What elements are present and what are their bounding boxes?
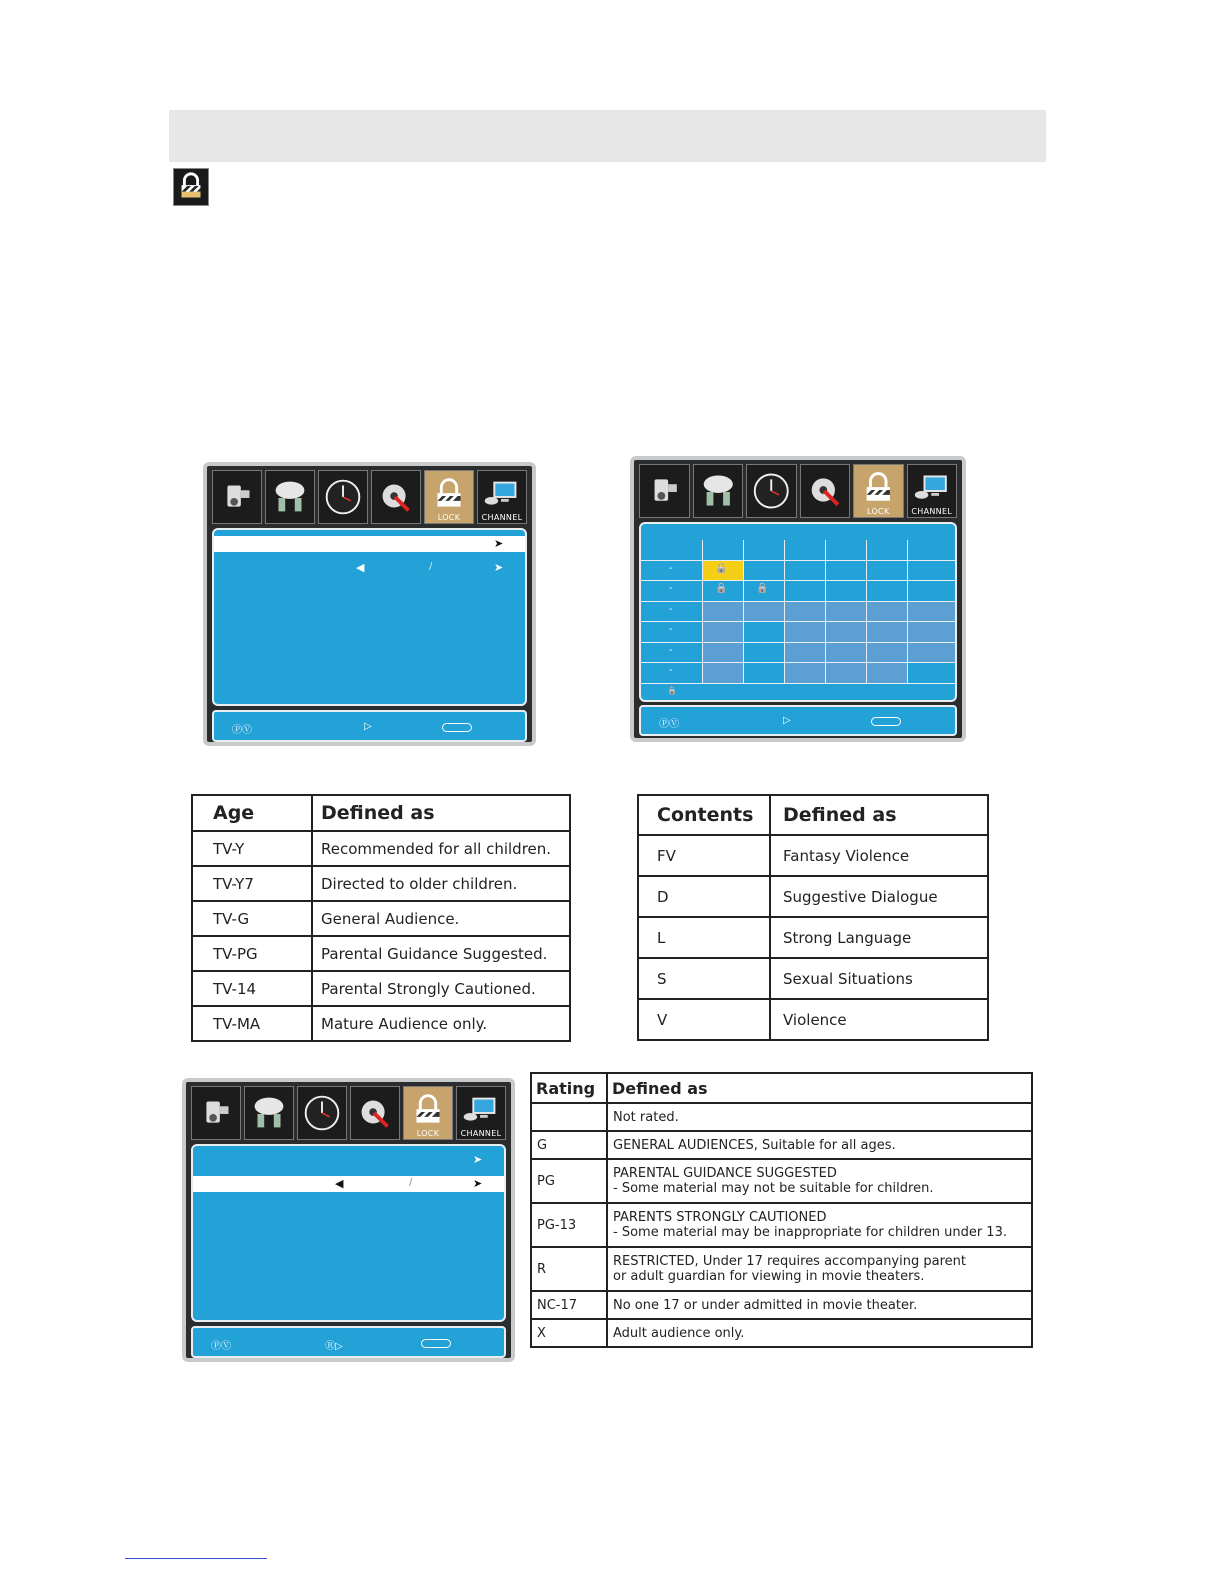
rating-grid-cell[interactable] (785, 581, 826, 602)
rating-code: TV-Y7 (192, 866, 312, 901)
menu-tab-row (639, 464, 957, 518)
sound-tab[interactable] (265, 470, 315, 524)
tv-rating-grid-panel (639, 522, 957, 702)
channel-tab[interactable] (477, 470, 527, 524)
channel-tab-label: CHANNEL (911, 507, 953, 516)
table-row (192, 936, 570, 971)
lock-tab-label: LOCK (437, 513, 461, 522)
rating-definition: General Audience. (312, 901, 570, 936)
rating-grid-cell[interactable] (785, 663, 826, 684)
rating-grid-cell[interactable] (703, 540, 744, 561)
rating-definition: Adult audience only. (607, 1319, 1032, 1347)
footer-rule (125, 1558, 267, 1559)
lock-icon: 🔒 (715, 583, 728, 594)
rating-grid-cell[interactable] (867, 602, 908, 623)
table-row (638, 958, 988, 999)
rating-code: S (638, 958, 770, 999)
rating-grid-cell[interactable] (908, 663, 956, 684)
mpaa-rating-table (530, 1072, 1033, 1348)
rating-code: L (638, 917, 770, 958)
tv-menu-screen-1 (203, 462, 536, 746)
rating-grid-cell[interactable] (703, 561, 744, 582)
rating-code: TV-MA (192, 1006, 312, 1041)
enter-nav-icon: ▷ (364, 721, 372, 732)
rating-grid-cell[interactable] (641, 540, 703, 561)
rating-grid-cell[interactable] (785, 602, 826, 623)
setup-tab[interactable] (800, 464, 851, 518)
left-right-nav-icon: Ⓡ▷ (325, 1341, 343, 1352)
rating-grid-cell[interactable] (826, 581, 867, 602)
rating-grid-cell[interactable] (744, 540, 785, 561)
rating-grid-cell[interactable] (908, 643, 956, 664)
channel-tab[interactable] (456, 1086, 506, 1140)
menu-key-icon (442, 723, 472, 732)
table-row (192, 971, 570, 1006)
time-tab[interactable] (297, 1086, 347, 1140)
setup-tab[interactable] (371, 470, 421, 524)
table-row (638, 917, 988, 958)
table-row (531, 1159, 1032, 1203)
tv-contents-rating-table (637, 794, 989, 1041)
rating-code: X (531, 1319, 607, 1347)
rating-grid-cell[interactable] (703, 643, 744, 664)
rating-code (531, 1103, 607, 1131)
rating-grid-cell[interactable] (867, 622, 908, 643)
rating-code: TV-14 (192, 971, 312, 1006)
rating-grid-cell[interactable] (785, 561, 826, 582)
up-down-nav-icon: ⓅⓋ (232, 725, 252, 736)
row-dash: - (669, 562, 673, 574)
contents-table-header-contents: Contents (638, 795, 770, 835)
rating-code: TV-PG (192, 936, 312, 971)
rating-definition: Recommended for all children. (312, 831, 570, 866)
value-separator: / (409, 1177, 413, 1188)
menu-key-icon (871, 717, 901, 726)
lock-tab[interactable] (853, 464, 904, 518)
row-dash: - (669, 644, 673, 656)
row-dash: - (669, 665, 673, 676)
row-dash: - (669, 624, 673, 635)
rating-definition: GENERAL AUDIENCES, Suitable for all ages. (607, 1131, 1032, 1159)
rating-definition: Mature Audience only. (312, 1006, 570, 1041)
table-row (531, 1131, 1032, 1159)
rating-grid-cell[interactable] (641, 663, 703, 684)
menu-key-icon (421, 1339, 451, 1348)
lock-tab-label: LOCK (416, 1129, 440, 1138)
table-row (531, 1291, 1032, 1319)
picture-tab[interactable] (639, 464, 690, 518)
tv-age-rating-table (191, 794, 571, 1042)
age-table-header-age: Age (192, 795, 312, 831)
value-separator: / (429, 561, 433, 572)
enter-nav-icon: ▷ (783, 715, 791, 726)
rating-grid-cell[interactable] (867, 561, 908, 582)
mpaa-table-header-rating: Rating (531, 1073, 607, 1103)
rating-code: G (531, 1131, 607, 1159)
picture-tab[interactable] (212, 470, 262, 524)
rating-grid-cell[interactable] (703, 602, 744, 623)
up-down-nav-icon: ⓅⓋ (211, 1341, 231, 1352)
rating-grid-cell[interactable] (744, 663, 785, 684)
lock-legend-icon: 🔒 (667, 686, 677, 695)
section-header-bar (169, 110, 1046, 162)
rating-grid-cell[interactable] (826, 540, 867, 561)
rating-grid-cell[interactable] (744, 581, 785, 602)
lock-icon: 🔒 (756, 583, 769, 594)
table-row (638, 999, 988, 1040)
rating-definition: Directed to older children. (312, 866, 570, 901)
table-row (192, 866, 570, 901)
rating-code: PG (531, 1159, 607, 1203)
rating-grid-cell[interactable] (785, 622, 826, 643)
table-row (638, 835, 988, 876)
rating-grid-cell[interactable] (785, 540, 826, 561)
rating-grid-cell[interactable] (826, 602, 867, 623)
menu-row-selected[interactable] (193, 1176, 504, 1192)
menu-enter-arrow[interactable]: ➤ (473, 1153, 483, 1166)
rating-code: TV-Y (192, 831, 312, 866)
help-bar (191, 1326, 506, 1358)
menu-row-selected[interactable] (214, 536, 525, 552)
table-row (192, 1006, 570, 1041)
rating-definition: No one 17 or under admitted in movie theater. (607, 1291, 1032, 1319)
rating-definition: Violence (770, 999, 988, 1040)
tv-menu-screen-2 (630, 456, 966, 742)
rating-code: NC-17 (531, 1291, 607, 1319)
rating-grid-cell[interactable] (867, 540, 908, 561)
rating-grid-cell[interactable] (826, 643, 867, 664)
rating-definition: Parental Guidance Suggested. (312, 936, 570, 971)
rating-grid-cell[interactable] (703, 663, 744, 684)
table-row (531, 1203, 1032, 1247)
table-row (531, 1103, 1032, 1131)
setup-tab[interactable] (350, 1086, 400, 1140)
table-row (638, 876, 988, 917)
picture-tab[interactable] (191, 1086, 241, 1140)
rating-grid-cell[interactable] (703, 622, 744, 643)
menu-enter-arrow: ➤ (494, 537, 504, 550)
time-tab[interactable] (318, 470, 368, 524)
rating-grid-cell[interactable] (641, 643, 703, 664)
sound-tab[interactable] (693, 464, 744, 518)
rating-definition: Strong Language (770, 917, 988, 958)
help-bar (639, 705, 957, 736)
table-row (531, 1247, 1032, 1291)
rating-definition: Parental Strongly Cautioned. (312, 971, 570, 1006)
time-tab[interactable] (746, 464, 797, 518)
rating-grid-cell[interactable] (744, 622, 785, 643)
rating-grid-cell[interactable] (908, 622, 956, 643)
rating-grid-cell[interactable] (744, 561, 785, 582)
rating-code: V (638, 999, 770, 1040)
rating-definition: Not rated. (607, 1103, 1032, 1131)
lock-menu-panel (191, 1144, 506, 1322)
lock-icon (173, 168, 209, 206)
rating-grid-cell[interactable] (826, 663, 867, 684)
help-bar (212, 710, 527, 742)
rating-grid-cell[interactable] (908, 561, 956, 582)
right-arrow-icon[interactable]: ➤ (473, 1177, 483, 1190)
left-arrow-icon[interactable]: ◀ (356, 561, 365, 574)
tv-menu-screen-3 (182, 1078, 515, 1362)
rating-definition: Fantasy Violence (770, 835, 988, 876)
lock-icon: 🔒 (715, 562, 728, 574)
rating-definition: Sexual Situations (770, 958, 988, 999)
rating-grid-cell[interactable] (908, 602, 956, 623)
table-row (531, 1319, 1032, 1347)
right-arrow-icon[interactable]: ➤ (494, 561, 504, 574)
lock-tab[interactable] (424, 470, 474, 524)
rating-code: R (531, 1247, 607, 1291)
lock-tab[interactable] (403, 1086, 453, 1140)
rating-grid-cell[interactable] (785, 643, 826, 664)
rating-grid-cell[interactable] (867, 663, 908, 684)
menu-tab-row (191, 1086, 506, 1140)
rating-definition: PARENTAL GUIDANCE SUGGESTED - Some material may not be suitable for children. (607, 1159, 1032, 1203)
rating-grid-cell[interactable] (744, 643, 785, 664)
rating-grid-cell[interactable] (641, 602, 703, 623)
mpaa-table-header-defined: Defined as (607, 1073, 1032, 1103)
row-dash: - (669, 583, 673, 594)
rating-grid-cell[interactable] (867, 643, 908, 664)
rating-grid-cell[interactable] (641, 581, 703, 602)
rating-code: FV (638, 835, 770, 876)
channel-tab[interactable] (907, 464, 958, 518)
rating-grid-cell[interactable] (908, 581, 956, 602)
rating-definition: PARENTS STRONGLY CAUTIONED - Some material may be inappropriate for children under 13. (607, 1203, 1032, 1247)
rating-grid-cell[interactable] (867, 581, 908, 602)
up-down-nav-icon: ⓅⓋ (659, 719, 679, 730)
lock-menu-panel (212, 528, 527, 706)
rating-code: D (638, 876, 770, 917)
rating-grid-cell[interactable] (908, 540, 956, 561)
table-row (192, 831, 570, 866)
rating-grid-cell[interactable] (641, 622, 703, 643)
rating-definition: RESTRICTED, Under 17 requires accompanying parent or adult guardian for viewing in movie theaters. (607, 1247, 1032, 1291)
lock-tab-label: LOCK (866, 507, 890, 516)
channel-tab-label: CHANNEL (481, 513, 523, 522)
rating-grid-cell[interactable] (826, 622, 867, 643)
sound-tab[interactable] (244, 1086, 294, 1140)
channel-tab-label: CHANNEL (460, 1129, 502, 1138)
rating-definition: Suggestive Dialogue (770, 876, 988, 917)
table-row (192, 901, 570, 936)
rating-grid-cell[interactable] (826, 561, 867, 582)
menu-tab-row (212, 470, 527, 524)
row-dash: - (669, 603, 673, 615)
rating-code: TV-G (192, 901, 312, 936)
age-table-header-defined: Defined as (312, 795, 570, 831)
rating-grid-cell[interactable] (744, 602, 785, 623)
rating-code: PG-13 (531, 1203, 607, 1247)
rating-grid-cell[interactable] (703, 581, 744, 602)
rating-grid-cell[interactable] (641, 561, 703, 582)
contents-table-header-defined: Defined as (770, 795, 988, 835)
left-arrow-icon[interactable]: ◀ (335, 1177, 344, 1190)
